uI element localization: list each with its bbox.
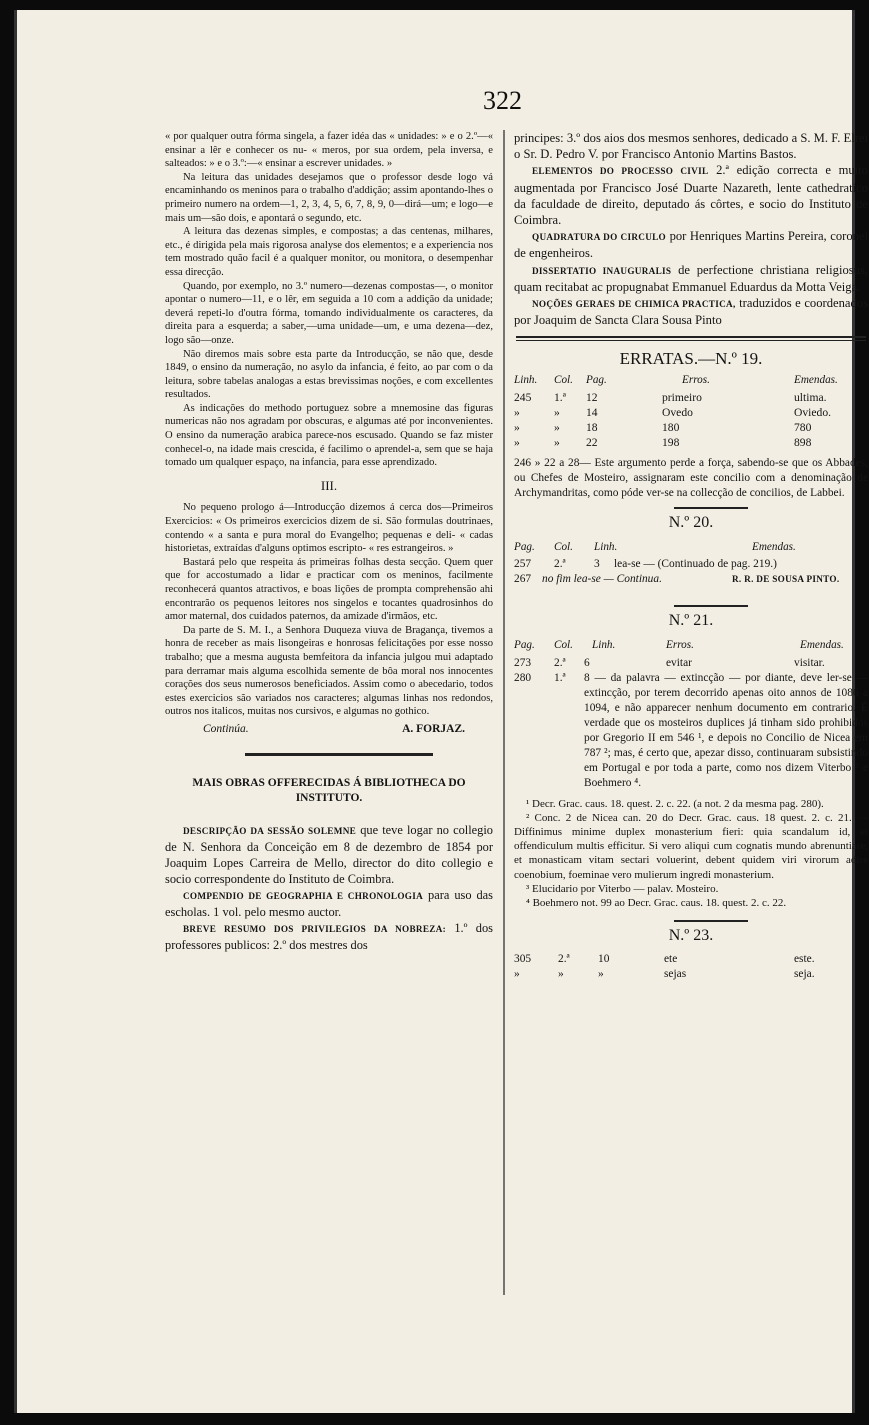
text: 280 [514, 671, 532, 684]
text: » [514, 420, 520, 434]
continua-label: Continúa. [203, 722, 249, 735]
paragraph: Não diremos mais sobre esta parte da Introducção, se não que, desde 1849, o ensino da numeração, no asylo da infancia, é feito, ao par com o da leitura, sobre tabelas analogas a estas brevissimas noções, e com excellentes resultados. [165, 348, 493, 401]
text: 267 [514, 573, 532, 586]
text: visitar. [794, 656, 825, 669]
divider [674, 507, 748, 509]
text: 1.ª [554, 390, 566, 404]
paragraph: principes: 3.º dos aios dos mesmos senhores, dedicado a S. M. F. Elrei o Sr. D. Pedro V. por Francisco Antonio Martins Bastos. [514, 131, 868, 162]
table-row [514, 967, 868, 982]
left-column [165, 130, 493, 953]
text: » [514, 435, 520, 449]
text: 273 [514, 656, 532, 669]
text: para uso das escholas. 1 vol. pelo mesmo auctor. [165, 887, 494, 919]
text: Col. [554, 373, 573, 386]
text: que teve logar no collegio de N. Senhora da Conceição em 8 de dezembro de 1854 por Joaquim Lopes Carreira de Mello, director do dito collegio e socio correspondente do Instituto de Coimbra. [165, 822, 493, 886]
text: por Henriques Martins Pereira, coronel de engenheiros. [514, 229, 869, 261]
table-row [514, 420, 868, 435]
table-header [514, 637, 868, 653]
book-entry [165, 920, 493, 953]
book-entry [514, 295, 868, 328]
right-column [514, 130, 868, 982]
text: Emendas. [800, 639, 844, 652]
text: Emendas. [794, 373, 838, 386]
text: lea-se — (Continuado de pag. 219.) [614, 558, 777, 571]
text: 2.ª edição correcta e muito augmentada por Francisco José Duarte Nazareth, lente cathedratico da faculdade de direito, deputado ás côrtes, e socio do Instituto de Coimbra. [514, 163, 868, 228]
table-row [514, 671, 868, 791]
text: Linh. [594, 541, 618, 554]
book-title: DISSERTATIO INAUGURALIS [532, 265, 672, 276]
book-entry [165, 822, 493, 887]
divider [245, 753, 433, 756]
page [14, 10, 869, 1413]
text: ete [664, 953, 678, 966]
errata-number-title: N.º 23. [668, 927, 714, 945]
text: 305 [514, 953, 532, 966]
text: Linh. [514, 373, 538, 386]
paragraph: Quando, por exemplo, no 3.º numero—dezenas compostas—, o monitor apontar o numero—11, e o lêr, em seguida a 10 com a addição da unidade; deverá repeti-lo d'outra fórma, tomando individualmente os caracteres, da direita para a esquerda; a saber,—uma unidade—um, e uma dezena—dez, logo são—onze. [165, 280, 493, 346]
table-row [514, 557, 868, 572]
footnote: ¹ Decr. Grac. caus. 18. quest. 2. c. 22. (a not. 2 da mesma pag. 280). [526, 797, 824, 810]
book-entry [514, 262, 868, 295]
text: Pag. [514, 639, 535, 652]
text: Ovedo [662, 405, 693, 419]
paragraph: No pequeno prologo á—Introducção dizemos á cerca dos—Primeiros Exercicios: « Os primeiros exercicios dizem de si. São formulas doutrinaes, contendo « a santa e pura moral do Evangelho; pequenas e deli- « cadas historietas, extraídas d'alguns optimos escripto- « res estrangeiros. » [165, 502, 493, 555]
book-entry [165, 887, 493, 920]
text: seja. [794, 968, 815, 981]
page-number: 322 [483, 86, 522, 115]
text: Col. [554, 541, 573, 554]
paragraph: Da parte de S. M. I., a Senhora Duqueza viuva de Bragança, tivemos a honra de receber as mais lisongeiras e honrosas felicitações por esse nosso trabalho; que a mesma augusta bemfeitora da infancia julgou mui adaptado para derramar mais alguma escolhida semente de bôa moral nos innocentes corações dos seus numerosos beneficiados. Assim como o abecedario, todos estes exercicios são variados nos caracteres; algumas linhas nos redondos, outros nos italicos, muitas nos cursivos, e algumas no gothico. [165, 624, 493, 718]
text: Oviedo. [794, 405, 832, 419]
paragraph: As indicações do methodo portuguez sobre a mnemosine das figuras numericas não nos agradam por obscuras, e algumas até por inconvenientes. O ensino da numeração arabica parece-nos escusado. Quando se faz mister conhecel-o, na idade mais crescida, é facilimo o aprendel-a, sem que se haja tomado um qualquer espaço, na infancia, para esse aprendizado. [165, 402, 493, 469]
text: Col. [554, 639, 573, 652]
paragraph: A leitura das dezenas simples, e compostas; a das centenas, milhares, etc., é dirigida pela mais rigorosa analyse dos elementos; e a experiencia nos tem mostrado quão facil é a qualquer monitor, ou monitora, o desempenhar essa direcção. [165, 226, 493, 278]
text: 10 [598, 953, 610, 966]
table-row [514, 656, 868, 671]
text: 245 [514, 390, 532, 404]
text: 22 [586, 435, 598, 449]
book-title: ELEMENTOS DO PROCESSO CIVIL [532, 166, 709, 177]
text: Erros. [666, 639, 694, 652]
text: 1.ª [554, 671, 566, 684]
double-rule [516, 336, 866, 341]
text: 198 [662, 435, 680, 449]
text: 780 [794, 420, 812, 434]
text: este. [794, 953, 815, 966]
text: 2.ª [554, 656, 566, 669]
errata-note: 246 » 22 a 28— Este argumento perde a força, sabendo-se que os Abbades, ou Chefes de Mosteiro, assignaram este concilio com a denominação de Archymandritas, como póde ver-se na collecção de concilios, de Labbei. [514, 456, 868, 499]
paragraph: Bastará pelo que respeita ás primeiras folhas desta secção. Quem quer que for accostumado a lidar e practicar com os meninos, facilmente reconhecerá quantos atractivos, e boas lições de prompta comprehensão ahi encontrarão os pequenos leitores nos singelos e tocantes quadrosinhos do amor maternal, dos cuidados paternos, da amizade d'irmãos, etc. [165, 556, 493, 623]
divider [674, 605, 748, 607]
text: traduzidos e coordenados por Joaquim de Sancta Clara Sousa Pinto [514, 296, 868, 328]
text: 12 [586, 390, 598, 404]
text: 6 [584, 656, 590, 669]
erratas-title: ERRATAS.—N.º 19. [619, 349, 763, 369]
book-title: NOÇÕES GERAES DE CHIMICA PRACTICA, [532, 299, 736, 310]
text: 2.ª [558, 953, 570, 966]
errata-number-title: N.º 21. [668, 612, 714, 630]
text: Erros. [682, 373, 710, 386]
text: de perfectione christiana religiosus, quam recitabat ac propugnabat Emmanuel Eduardus da Motta Veiga. [514, 262, 868, 294]
text: Linh. [592, 639, 616, 652]
book-title: BREVE RESUMO DOS PRIVILEGIOS DA NOBREZA: [183, 923, 446, 934]
table-row [514, 435, 868, 450]
section-heading: III. [320, 477, 338, 493]
book-entry [514, 228, 868, 261]
text: » [598, 968, 604, 981]
text: 257 [514, 558, 532, 571]
book-title: COMPENDIO DE GEOGRAPHIA E CHRONOLOGIA [183, 890, 424, 901]
text: » [558, 968, 564, 981]
text: 1.º dos professores publicos: 2.º dos mestres dos [165, 920, 493, 952]
errata-number-title: N.º 20. [668, 513, 714, 531]
text: » [554, 405, 560, 419]
text: » [514, 968, 520, 981]
text: R. R. DE SOUSA PINTO. [732, 574, 840, 585]
footnote: ⁴ Boehmero not. 99 ao Decr. Grac. caus. 18. quest. 2. c. 22. [526, 897, 787, 910]
text: » [554, 420, 560, 434]
footnote: ³ Elucidario por Viterbo — palav. Mosteiro. [526, 882, 719, 895]
text: sejas [664, 968, 687, 981]
footnotes [514, 797, 868, 911]
table-header [514, 539, 868, 555]
text: Pag. [514, 541, 535, 554]
author-name: A. FORJAZ. [402, 722, 465, 735]
text: 898 [794, 435, 812, 449]
text: evitar [666, 656, 692, 669]
text: 14 [586, 405, 598, 419]
table-row [514, 405, 868, 420]
paragraph: « por qualquer outra fórma singela, a fazer idéa das « unidades: » e o 2.º—« ensinar a lêr e conhecer os nu- « meros, por sua ordem, pela inversa, e salteados: » e o 3.º:—« ensinar a escrever unidades. » [165, 131, 493, 170]
book-title: QUADRATURA DO CIRCULO [532, 232, 667, 243]
book-entry [514, 162, 868, 228]
section-title: MAIS OBRAS OFFERECIDAS Á BIBLIOTHECA DO INSTITUTO. [192, 776, 466, 804]
text: 3 [594, 558, 600, 571]
table-row [514, 572, 868, 587]
text: 180 [662, 420, 680, 434]
text: ultima. [794, 390, 827, 404]
table-row [514, 952, 868, 967]
column-divider [503, 130, 505, 1295]
divider [674, 920, 748, 922]
text: 2.ª [554, 558, 566, 571]
table-header [514, 372, 868, 388]
footnote: ² Conc. 2 de Nicea can. 20 do Decr. Grac. caus. 18 quest. 2. c. 21. — Diffinimus minime duplex monasterium fieri: quia scandalum id, et offendiculum multis efficitur. Si vero aliqui cum cognatis mundo abrenuntiare, et monasticam vitam sectari voluerint, debent quidem viri virorum adire coenobium, foeminae vero mulierum ingredi monasterium. [514, 811, 868, 881]
text: no fim lea-se — Continua. [542, 573, 662, 586]
text: 18 [586, 420, 598, 434]
book-title: DESCRIPÇÃO DA SESSÃO SOLEMNE [183, 825, 357, 836]
table-row [514, 390, 868, 405]
text: » [554, 435, 560, 449]
text: » [514, 405, 520, 419]
text: 8 — da palavra — extincção — por diante, deve ler-se — extincção, por terem decorrido apenas oito annos de 1086 a 1094, e não apparecer nenhum documento em contrario. É verdade que os mosteiros duplices já tinham sido prohibidos por Gregorio II em 546 ¹, e depois no Concilio de Nicea em 787 ²; mas, é certo que, apezar disso, continuaram subsistindo em Portugal e por toda a parte, como nos dizem Viterbo ³ e Boehmero ⁴. [584, 671, 868, 789]
paragraph: Na leitura das unidades desejamos que o professor desde logo vá encaminhando os meninos para o trabalho d'addição; assim apontando-lhes o primeiro numero na ordem—1, 2, 3, 4, 5, 6, 7, 8, 9, 0—dirá—um; e logo—e mais um—são dois, e apontará o segundo, etc. [165, 171, 493, 224]
text: Emendas. [752, 541, 796, 554]
article-signature [165, 723, 493, 737]
text: Pag. [586, 373, 607, 386]
text: primeiro [662, 390, 702, 404]
